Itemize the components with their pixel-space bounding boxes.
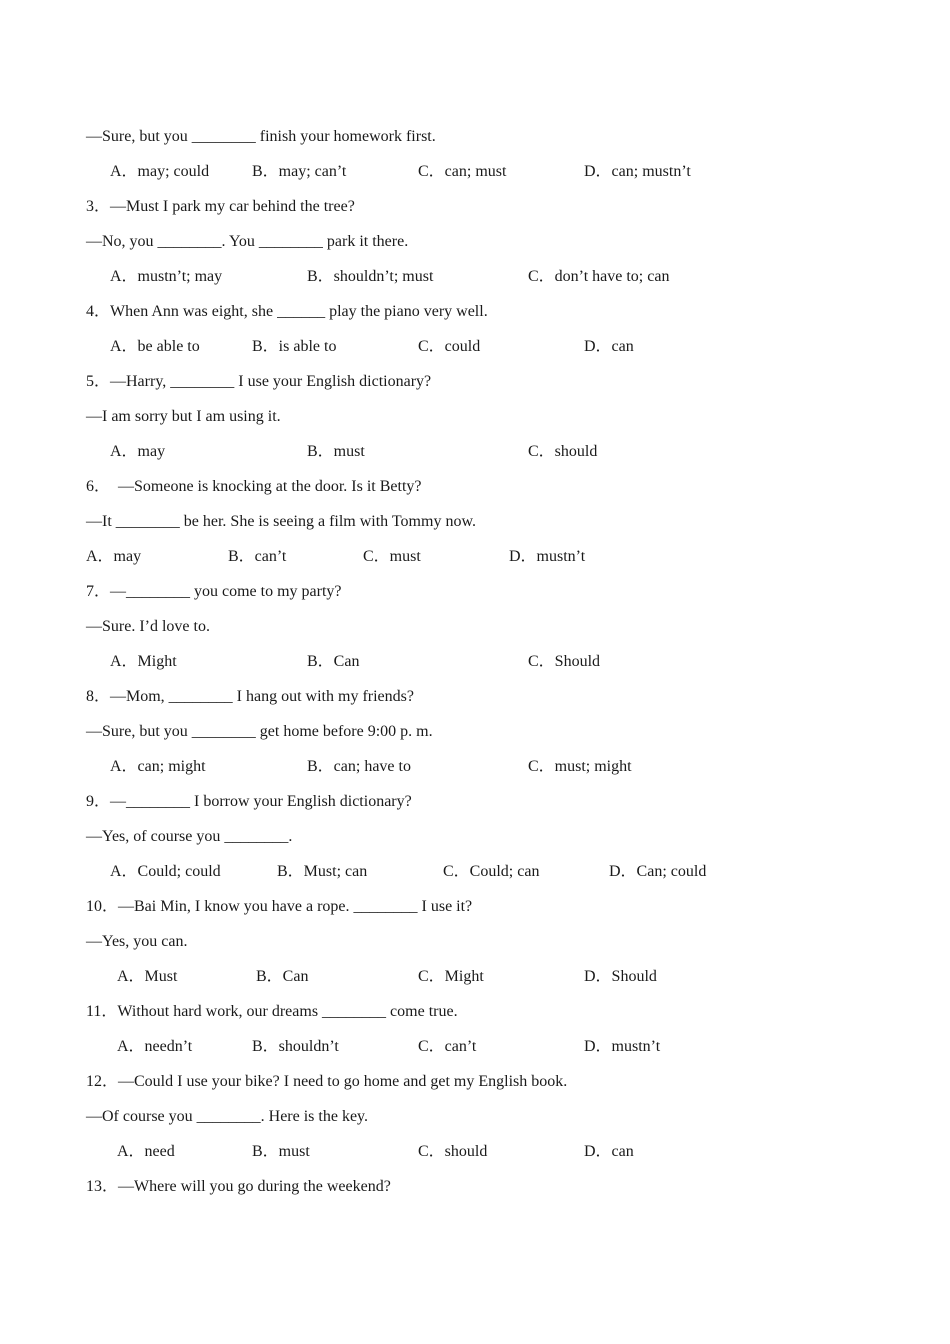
q10-option-a: A．Must [117,968,178,985]
q3-option-b: B．shouldn’t; must [307,268,434,285]
q7-answer-line: —Sure. I’d love to. [86,618,210,635]
q9-answer-line: —Yes, of course you ________. [86,828,293,845]
q4-option-a: A．be able to [110,338,200,355]
q3-option-a: A．mustn’t; may [110,268,223,285]
q3-option-c: C．don’t have to; can [528,268,670,285]
q12-option-d: D．can [584,1143,634,1160]
q5-answer-line: —I am sorry but I am using it. [86,408,281,425]
q10-option-c: C．Might [418,968,484,985]
q3-question: 3．—Must I park my car behind the tree? [86,198,355,215]
q8-question: 8．—Mom, ________ I hang out with my friends? [86,688,414,705]
q9-option-c: C．Could; can [443,863,540,880]
q12-question: 12．—Could I use your bike? I need to go home and get my English book. [86,1073,568,1090]
q8-option-a: A．can; might [110,758,206,775]
q5-option-b: B．must [307,443,365,460]
q6-answer-line: —It ________ be her. She is seeing a film with Tommy now. [86,513,476,530]
q4-option-d: D．can [584,338,634,355]
q4-option-c: C．could [418,338,481,355]
q8-answer-line: —Sure, but you ________ get home before 9:00 p. m. [86,723,433,740]
q11-option-a: A．needn’t [117,1038,193,1055]
q2-option-c: C．can; must [418,163,507,180]
q8-option-b: B．can; have to [307,758,411,775]
q6-question: 6． —Someone is knocking at the door. Is it Betty? [86,478,422,495]
q11-option-d: D．mustn’t [584,1038,661,1055]
q9-option-d: D．Can; could [609,863,707,880]
q10-answer-line: —Yes, you can. [86,933,188,950]
q13-question: 13．—Where will you go during the weekend? [86,1178,391,1195]
q6-option-a: A．may [86,548,142,565]
q12-option-b: B．must [252,1143,310,1160]
q6-option-d: D．mustn’t [509,548,586,565]
q11-question: 11．Without hard work, our dreams ________ come true. [86,1003,458,1020]
q11-option-b: B．shouldn’t [252,1038,339,1055]
q7-option-b: B．Can [307,653,360,670]
q7-question: 7．—________ you come to my party? [86,583,342,600]
q2-answer-line: —Sure, but you ________ finish your homework first. [86,128,436,145]
q8-option-c: C．must; might [528,758,632,775]
q6-option-c: C．must [363,548,421,565]
q6-option-b: B．can’t [228,548,287,565]
q5-option-c: C．should [528,443,598,460]
q4-question: 4．When Ann was eight, she ______ play the piano very well. [86,303,488,320]
q10-question: 10．—Bai Min, I know you have a rope. ________ I use it? [86,898,473,915]
q5-option-a: A．may [110,443,166,460]
q2-option-b: B．may; can’t [252,163,347,180]
q9-option-a: A．Could; could [110,863,221,880]
q12-option-a: A．need [117,1143,175,1160]
q9-question: 9．—________ I borrow your English dictionary? [86,793,412,810]
q4-option-b: B．is able to [252,338,337,355]
q3-answer-line: —No, you ________. You ________ park it there. [86,233,409,250]
q2-option-a: A．may; could [110,163,210,180]
q9-option-b: B．Must; can [277,863,368,880]
q5-question: 5．—Harry, ________ I use your English dictionary? [86,373,432,390]
q12-option-c: C．should [418,1143,488,1160]
q2-option-d: D．can; mustn’t [584,163,691,180]
q11-option-c: C．can’t [418,1038,477,1055]
q10-option-b: B．Can [256,968,309,985]
q7-option-a: A．Might [110,653,177,670]
q7-option-c: C．Should [528,653,601,670]
q10-option-d: D．Should [584,968,657,985]
q12-answer-line: —Of course you ________. Here is the key. [86,1108,369,1125]
